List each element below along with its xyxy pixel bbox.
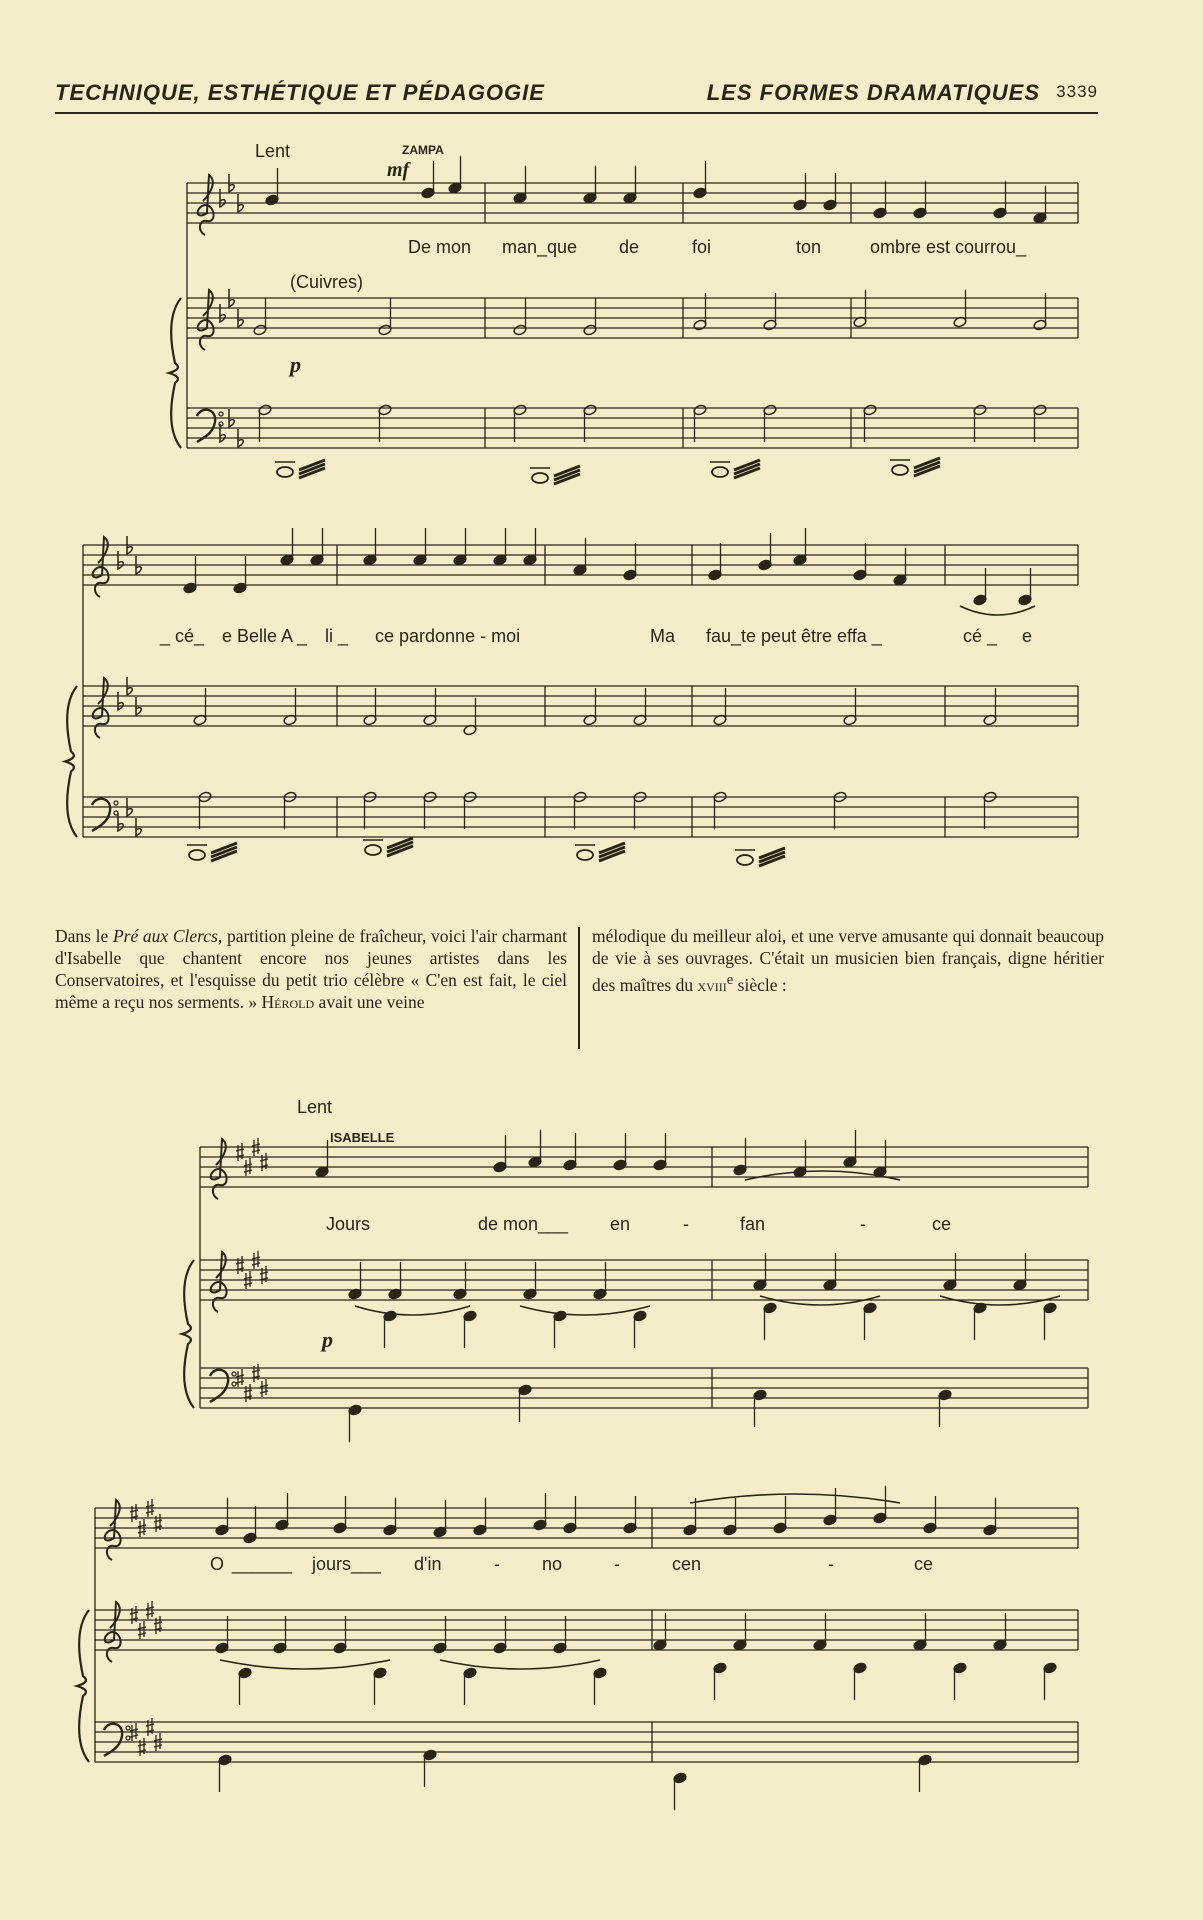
lyric: ce — [932, 1214, 952, 1234]
lyric: être effa _ — [801, 626, 882, 646]
lyric: ______ — [232, 1554, 293, 1574]
lyric: ce pardonne - moi — [375, 626, 521, 646]
page-number: 3339 — [1056, 82, 1098, 101]
slur — [960, 606, 1035, 615]
sharp-sign — [252, 1364, 260, 1382]
lyric: - — [614, 1554, 620, 1574]
lyric: li _ — [325, 626, 349, 646]
whole-note — [189, 850, 205, 860]
treble-clef — [211, 1252, 227, 1312]
treble-clef — [93, 678, 109, 738]
sharp-sign — [146, 1718, 154, 1736]
score2-lyrics-line2 — [210, 1554, 933, 1575]
lyric: en — [610, 1214, 631, 1234]
whole-note — [277, 467, 293, 477]
whole-note — [365, 845, 381, 855]
lyric: cé _ — [963, 626, 998, 646]
flat-sign — [118, 692, 123, 710]
sharp-sign — [130, 1606, 138, 1624]
slur — [440, 1660, 600, 1669]
treble-clef — [105, 1602, 121, 1662]
whole-note — [577, 850, 593, 860]
sharp-sign — [260, 1266, 268, 1284]
lyric: De mon — [408, 237, 472, 257]
flat-sign — [220, 189, 225, 207]
sharp-sign — [236, 1256, 244, 1274]
superscript: e — [726, 972, 734, 988]
lyric: man_que — [502, 237, 578, 257]
bass-clef-dot — [126, 1726, 130, 1730]
header-left-title: TECHNIQUE, ESTHÉTIQUE ET PÉDAGOGIE — [55, 80, 545, 105]
brace — [169, 298, 181, 448]
lyric: d'in — [414, 1554, 442, 1574]
lyric: Jours — [326, 1214, 371, 1234]
whole-note — [737, 855, 753, 865]
lyric: de mon___ — [478, 1214, 569, 1234]
sharp-sign — [244, 1384, 252, 1402]
lyric: fan — [740, 1214, 766, 1234]
prose-column-1 — [55, 925, 567, 1013]
prose-text: avait une veine — [314, 992, 425, 1012]
lyric: - — [828, 1554, 834, 1574]
lyric: ce — [914, 1554, 934, 1574]
lyric: - — [494, 1554, 500, 1574]
lyric: ton — [796, 237, 822, 257]
slur — [690, 1494, 900, 1503]
bass-clef — [210, 1370, 228, 1402]
prose-text: siècle : — [733, 974, 787, 995]
score2-character: ISABELLE — [330, 1130, 395, 1145]
flat-sign — [118, 813, 123, 831]
sharp-sign — [154, 1616, 162, 1634]
prose-text: , partition pleine de fraîcheur, voici l'air charmant d'Isabelle que chantent encore nos jeunes artistes dans les Conservatoires, et l'esquisse du petit trio célèbre « C'en est fait, le ciel même a reçu nos serments. » — [55, 926, 567, 1012]
treble-clef — [105, 1500, 121, 1560]
whole-note — [712, 467, 728, 477]
lyric: no — [542, 1554, 563, 1574]
sharp-sign — [236, 1143, 244, 1161]
prose-text: mélodique du meilleur aloi, et une verve amusante qui donnait beaucoup de vie à ses ouvrages. C'était un musicien bien français, digne héritier des maîtres du — [592, 926, 1104, 995]
brace — [65, 686, 77, 837]
lyric: e — [1022, 626, 1033, 646]
lyric: fau_te peut — [706, 626, 797, 646]
lyric: foi — [692, 237, 712, 257]
bass-clef-dot — [114, 801, 118, 805]
lyric: Ma — [650, 626, 676, 646]
lyric: e Belle A _ — [222, 626, 308, 646]
slur — [355, 1306, 470, 1315]
score1-character: ZAMPA — [402, 143, 444, 157]
sharp-sign — [130, 1504, 138, 1522]
bass-clef-dot — [219, 412, 223, 416]
work-title: Pré aux Clercs — [112, 926, 218, 946]
composer-name: Hérold — [261, 992, 315, 1012]
score1-lyrics-line2 — [159, 626, 1032, 647]
sharp-sign — [260, 1153, 268, 1171]
lyric: cen — [672, 1554, 702, 1574]
slur — [520, 1306, 650, 1315]
prose-text: Dans le — [55, 926, 113, 946]
treble-clef — [211, 1139, 227, 1199]
header-right-title: LES FORMES DRAMATIQUES — [706, 80, 1040, 105]
score1-tempo: Lent — [255, 141, 291, 161]
lyric: O — [210, 1554, 225, 1574]
lyric: - — [860, 1214, 866, 1234]
brace — [182, 1260, 194, 1408]
score2-lyrics-line1 — [326, 1214, 951, 1235]
bass-clef — [197, 410, 215, 442]
lyric: de — [619, 237, 640, 257]
score1-lyrics-line1 — [408, 237, 1027, 258]
century-numeral: xviii — [697, 974, 727, 995]
brace — [77, 1610, 89, 1762]
whole-note — [532, 473, 548, 483]
flat-sign — [220, 304, 225, 322]
lyric: - — [683, 1214, 689, 1234]
score2-dynamic-piano: p — [322, 1327, 333, 1352]
score1-dynamic-voice: mf — [387, 159, 410, 181]
column-divider — [578, 927, 580, 1049]
slur — [220, 1660, 390, 1669]
bass-clef-dot — [232, 1372, 236, 1376]
lyric: _ cé_ — [160, 626, 205, 646]
flat-sign — [220, 424, 225, 442]
whole-note — [892, 465, 908, 475]
bass-clef — [104, 1724, 122, 1756]
lyric: ombre est courrou_ — [870, 237, 1027, 257]
bass-clef-dot — [126, 1736, 130, 1740]
bass-clef-dot — [232, 1382, 236, 1386]
bass-clef — [92, 799, 110, 831]
treble-clef — [198, 175, 214, 235]
sharp-sign — [154, 1514, 162, 1532]
flat-sign — [118, 551, 123, 569]
treble-clef — [198, 290, 214, 350]
score1-instrument: (Cuivres) — [290, 272, 364, 292]
lyric: jours___ — [312, 1554, 382, 1574]
score2-tempo: Lent — [297, 1097, 333, 1117]
score1-dynamic-piano: p — [290, 352, 301, 377]
treble-clef — [93, 537, 109, 597]
prose-column-2 — [592, 925, 1104, 996]
sharp-sign — [138, 1738, 146, 1756]
